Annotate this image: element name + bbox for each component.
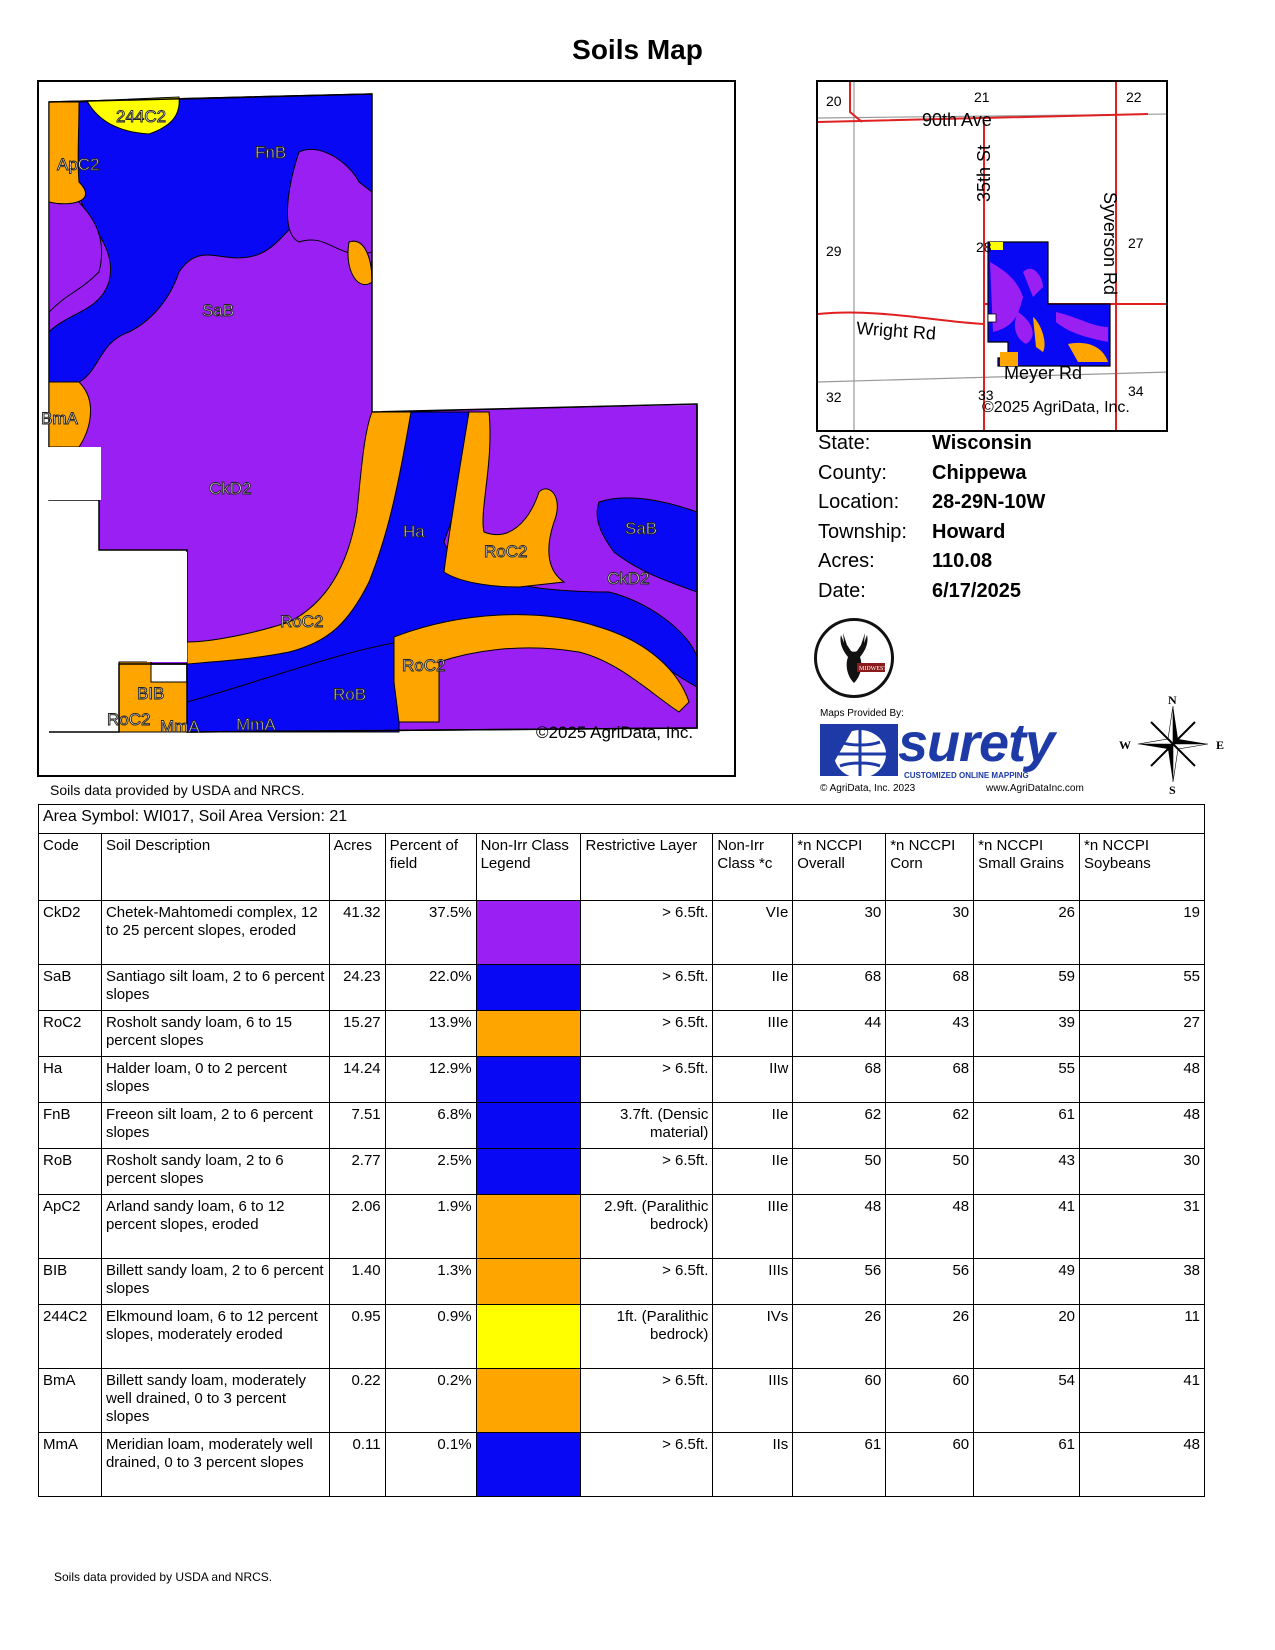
acres-value: 110.08 [932,550,993,572]
section-29: 29 [826,243,842,259]
cell-legend-swatch [476,1057,581,1103]
cell-description: Meridian loam, moderately well drained, 0 to 3 percent slopes [101,1433,329,1497]
map-label-roc2-center: RoC2 [484,542,528,561]
cell-class: IVs [713,1305,793,1369]
cell-class: IIe [713,1149,793,1195]
township-label: Township: [818,520,907,543]
map-label-244c2: 244C2 [116,107,167,126]
map-label-sab-north: SaB [202,301,235,320]
cell-acres: 24.23 [329,965,385,1011]
cell-legend-swatch [476,1103,581,1149]
cell-acres: 0.22 [329,1369,385,1433]
table-row [39,965,1205,1011]
area-symbol: Area Symbol: WI017, Soil Area Version: 21 [39,805,1205,834]
road-90th-ave: 90th Ave [922,110,992,130]
cell-nccpi-corn: 60 [886,1369,974,1433]
cell-nccpi-corn: 50 [886,1149,974,1195]
section-21: 21 [974,89,990,105]
cell-description: Santiago silt loam, 2 to 6 percent slopes [101,965,329,1011]
cell-nccpi-small-grains: 49 [974,1259,1080,1305]
soil-rows [39,901,1205,1497]
cell-nccpi-soybeans: 38 [1080,1259,1205,1305]
date-label: Date: [818,579,866,602]
badge-text: MIDWEST [859,666,887,672]
map-label-ha: Ha [403,522,425,541]
cell-nccpi-overall: 44 [793,1011,886,1057]
cell-percent: 2.5% [385,1149,476,1195]
cell-code: ApC2 [39,1195,102,1259]
cell-description: Rosholt sandy loam, 2 to 6 percent slopes [101,1149,329,1195]
cell-code: RoB [39,1149,102,1195]
page-title: Soils Map [572,34,703,65]
cell-restrictive-layer: > 6.5ft. [581,1057,713,1103]
map-label-mma-1: MmA [160,717,200,736]
state-value: Wisconsin [932,432,1032,454]
source-note: Soils data provided by USDA and NRCS. [50,782,305,798]
cell-legend-swatch [476,1433,581,1497]
map-label-roc2-west: RoC2 [280,612,324,631]
cell-acres: 7.51 [329,1103,385,1149]
section-22: 22 [1126,89,1142,105]
cell-acres: 2.77 [329,1149,385,1195]
cell-nccpi-overall: 50 [793,1149,886,1195]
cell-class: IIe [713,965,793,1011]
soils-map-graphic [39,82,736,777]
cell-code: FnB [39,1103,102,1149]
cell-percent: 1.9% [385,1195,476,1259]
table-header-row [39,834,1205,901]
cell-nccpi-overall: 26 [793,1305,886,1369]
cell-class: IIw [713,1057,793,1103]
cell-nccpi-soybeans: 11 [1080,1305,1205,1369]
cell-restrictive-layer: 2.9ft. (Paralithic bedrock) [581,1195,713,1259]
cell-percent: 1.3% [385,1259,476,1305]
cell-description: Freeon silt loam, 2 to 6 percent slopes [101,1103,329,1149]
cell-nccpi-soybeans: 41 [1080,1369,1205,1433]
cell-acres: 0.95 [329,1305,385,1369]
road-syverson-rd: Syverson Rd [1100,192,1120,296]
acres-label: Acres: [818,550,875,572]
header-restrictive-layer: Restrictive Layer [581,834,713,901]
table-row [39,1149,1205,1195]
county-label: County: [818,461,887,484]
cell-class: VIe [713,901,793,965]
header-percent-of-field: Percent of field [385,834,476,901]
state-label: State: [818,432,871,454]
cell-code: MmA [39,1433,102,1497]
section-27: 27 [1128,235,1144,251]
cell-percent: 0.9% [385,1305,476,1369]
location-label: Location: [818,491,900,513]
cell-nccpi-overall: 62 [793,1103,886,1149]
agridata-copyright: © AgriData, Inc. 2023 [820,783,916,794]
section-32: 32 [826,389,842,405]
cell-code: BIB [39,1259,102,1305]
soils-table [38,804,1205,1497]
header-acres: Acres [329,834,385,901]
section-20: 20 [826,93,842,109]
surety-tagline: CUSTOMIZED ONLINE MAPPING [904,771,1029,780]
cell-description: Elkmound loam, 6 to 12 percent slopes, moderately eroded [101,1305,329,1369]
cell-code: Ha [39,1057,102,1103]
header-nccpi-corn: *n NCCPI Corn [886,834,974,901]
cell-nccpi-small-grains: 54 [974,1369,1080,1433]
cell-description: Arland sandy loam, 6 to 12 percent slopes, eroded [101,1195,329,1259]
table-row [39,1195,1205,1259]
soils-map [37,80,736,777]
cell-percent: 6.8% [385,1103,476,1149]
table-row [39,1057,1205,1103]
cell-description: Billett sandy loam, moderately well drained, 0 to 3 percent slopes [101,1369,329,1433]
compass-rose-icon [1118,694,1228,794]
cell-nccpi-soybeans: 31 [1080,1195,1205,1259]
cell-nccpi-corn: 26 [886,1305,974,1369]
cell-class: IIs [713,1433,793,1497]
cell-nccpi-small-grains: 26 [974,901,1080,965]
table-row [39,1305,1205,1369]
cell-nccpi-soybeans: 48 [1080,1057,1205,1103]
map-copyright: ©2025 AgriData, Inc. [536,723,694,742]
cell-acres: 2.06 [329,1195,385,1259]
cell-nccpi-small-grains: 39 [974,1011,1080,1057]
cell-class: IIIe [713,1011,793,1057]
location-map-copyright: ©2025 AgriData, Inc. [982,399,1130,416]
cell-nccpi-corn: 56 [886,1259,974,1305]
table-row [39,1433,1205,1497]
cell-nccpi-small-grains: 61 [974,1103,1080,1149]
road-wright-rd: Wright Rd [855,318,937,344]
cell-nccpi-small-grains: 61 [974,1433,1080,1497]
map-label-mma-2: MmA [236,715,276,734]
cell-acres: 15.27 [329,1011,385,1057]
header-nccpi-soybeans: *n NCCPI Soybeans [1080,834,1205,901]
property-info [818,432,1045,609]
map-label-fnb: FnB [255,143,287,162]
cell-percent: 13.9% [385,1011,476,1057]
cell-acres: 0.11 [329,1433,385,1497]
map-label-apc2: ApC2 [57,155,100,174]
cell-legend-swatch [476,1369,581,1433]
cell-nccpi-corn: 48 [886,1195,974,1259]
compass-e: E [1216,738,1225,752]
midwest-logo [814,618,894,698]
cell-restrictive-layer: > 6.5ft. [581,1011,713,1057]
location-map [816,80,1168,432]
surety-logo [818,708,1108,792]
cell-class: IIIs [713,1259,793,1305]
cell-description: Halder loam, 0 to 2 percent slopes [101,1057,329,1103]
cell-nccpi-small-grains: 55 [974,1057,1080,1103]
cell-legend-swatch [476,965,581,1011]
cell-code: SaB [39,965,102,1011]
cell-percent: 0.2% [385,1369,476,1433]
road-35th-st: 35th St [974,144,994,202]
county-value: Chippewa [932,461,1027,484]
table-row [39,901,1205,965]
map-label-roc2-sw: RoC2 [107,710,151,729]
cell-nccpi-soybeans: 48 [1080,1433,1205,1497]
cell-legend-swatch [476,1011,581,1057]
cell-restrictive-layer: 3.7ft. (Densic material) [581,1103,713,1149]
cell-nccpi-overall: 61 [793,1433,886,1497]
map-label-sab-east: SaB [625,519,658,538]
cell-class: IIe [713,1103,793,1149]
cell-restrictive-layer: > 6.5ft. [581,901,713,965]
table-row [39,1103,1205,1149]
globe-icon [820,724,898,776]
header-nccpi-overall: *n NCCPI Overall [793,834,886,901]
surety-wordmark: surety [898,713,1055,773]
cell-nccpi-small-grains: 43 [974,1149,1080,1195]
cell-code: RoC2 [39,1011,102,1057]
cell-nccpi-overall: 68 [793,965,886,1011]
cell-restrictive-layer: > 6.5ft. [581,1369,713,1433]
table-row [39,1369,1205,1433]
footer-note: Soils data provided by USDA and NRCS. [54,1570,273,1584]
cell-nccpi-overall: 60 [793,1369,886,1433]
location-value: 28-29N-10W [932,491,1046,513]
maps-provided-by: Maps Provided By: [820,708,904,719]
cell-restrictive-layer: > 6.5ft. [581,1259,713,1305]
cell-nccpi-corn: 30 [886,901,974,965]
cell-code: 244C2 [39,1305,102,1369]
cell-nccpi-soybeans: 55 [1080,965,1205,1011]
cell-percent: 12.9% [385,1057,476,1103]
cell-nccpi-soybeans: 27 [1080,1011,1205,1057]
cell-legend-swatch [476,1305,581,1369]
cell-nccpi-overall: 48 [793,1195,886,1259]
location-map-graphic [818,82,1168,432]
map-label-ckd2-west: CkD2 [209,479,252,498]
cell-nccpi-corn: 60 [886,1433,974,1497]
cell-restrictive-layer: > 6.5ft. [581,965,713,1011]
cell-acres: 41.32 [329,901,385,965]
table-row [39,1011,1205,1057]
map-label-ckd2-east: CkD2 [607,569,650,588]
cell-restrictive-layer: > 6.5ft. [581,1433,713,1497]
table-row [39,1259,1205,1305]
cell-description: Rosholt sandy loam, 6 to 15 percent slopes [101,1011,329,1057]
compass-n: N [1168,694,1177,707]
cell-nccpi-corn: 43 [886,1011,974,1057]
cell-class: IIIe [713,1195,793,1259]
map-label-bma: BmA [41,409,78,428]
cell-legend-swatch [476,1259,581,1305]
header-non-irr-class: Non-Irr Class *c [713,834,793,901]
cell-nccpi-overall: 68 [793,1057,886,1103]
cell-nccpi-corn: 68 [886,965,974,1011]
compass-s: S [1169,783,1176,794]
cell-acres: 14.24 [329,1057,385,1103]
cell-acres: 1.40 [329,1259,385,1305]
cell-nccpi-soybeans: 30 [1080,1149,1205,1195]
date-value: 6/17/2025 [932,579,1021,602]
cell-nccpi-small-grains: 20 [974,1305,1080,1369]
cell-legend-swatch [476,1195,581,1259]
cell-percent: 0.1% [385,1433,476,1497]
section-28: 28 [976,239,992,255]
compass-w: W [1119,738,1131,752]
cell-description: Billett sandy loam, 2 to 6 percent slopes [101,1259,329,1305]
cell-description: Chetek-Mahtomedi complex, 12 to 25 percent slopes, eroded [101,901,329,965]
header-code: Code [39,834,102,901]
cell-nccpi-small-grains: 59 [974,965,1080,1011]
cell-nccpi-corn: 62 [886,1103,974,1149]
cell-percent: 37.5% [385,901,476,965]
cell-percent: 22.0% [385,965,476,1011]
cell-nccpi-small-grains: 41 [974,1195,1080,1259]
cell-class: IIIs [713,1369,793,1433]
map-label-bib: BIB [137,684,165,703]
cell-nccpi-corn: 68 [886,1057,974,1103]
cell-nccpi-overall: 56 [793,1259,886,1305]
section-34: 34 [1128,383,1144,399]
agridata-website: www.AgriDataInc.com [986,783,1084,794]
cell-restrictive-layer: > 6.5ft. [581,1149,713,1195]
road-meyer-rd: Meyer Rd [1004,363,1083,383]
cell-legend-swatch [476,901,581,965]
cell-code: CkD2 [39,901,102,965]
cell-nccpi-soybeans: 19 [1080,901,1205,965]
map-label-roc2-south: RoC2 [402,656,446,675]
cell-legend-swatch [476,1149,581,1195]
header-class-legend: Non-Irr Class Legend [476,834,581,901]
deer-icon [817,621,891,695]
cell-restrictive-layer: 1ft. (Paralithic bedrock) [581,1305,713,1369]
township-value: Howard [932,520,1006,543]
cell-code: BmA [39,1369,102,1433]
cell-nccpi-overall: 30 [793,901,886,965]
header-soil-description: Soil Description [101,834,329,901]
cell-nccpi-soybeans: 48 [1080,1103,1205,1149]
header-nccpi-small-grains: *n NCCPI Small Grains [974,834,1080,901]
section-33: 33 [978,387,994,403]
map-label-rob: RoB [333,685,367,704]
